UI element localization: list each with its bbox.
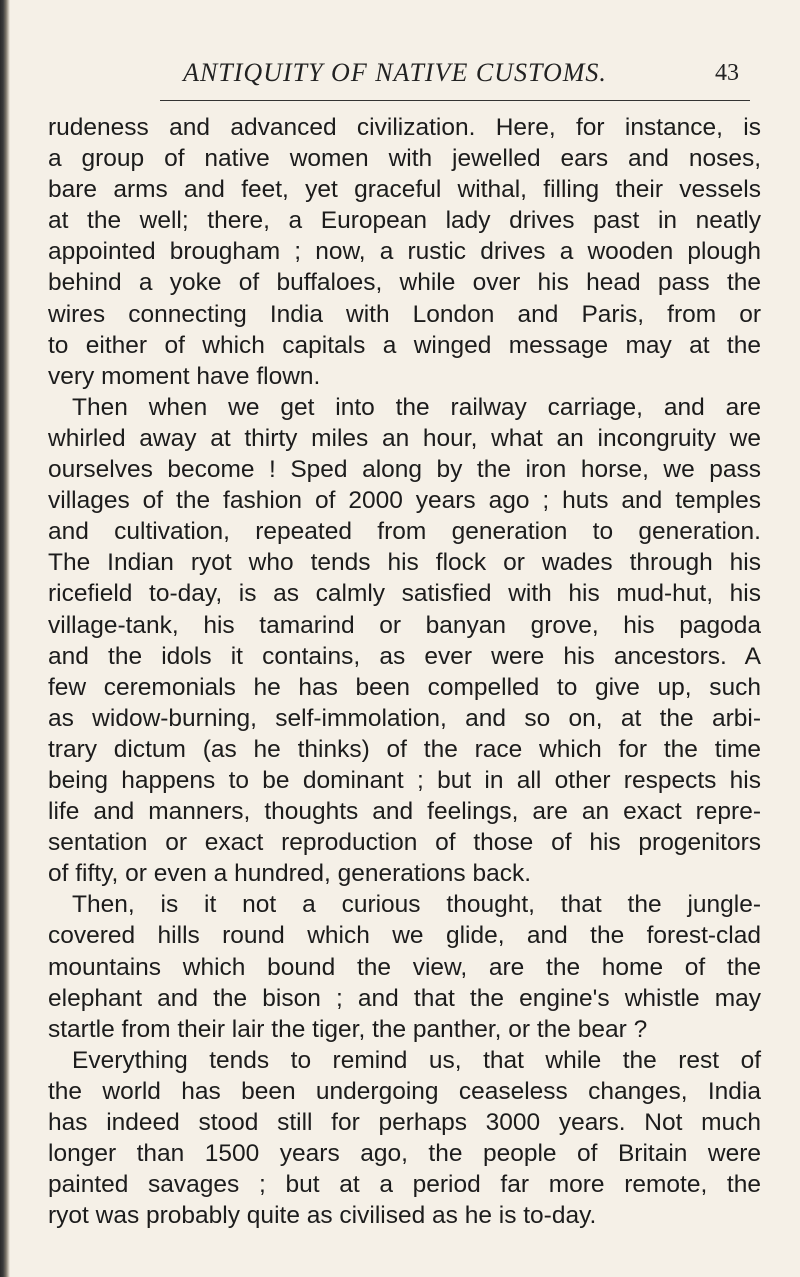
text-line: bare arms and feet, yet graceful withal, filling their vessels xyxy=(48,176,761,204)
text-line: ricefield to-day, is as calmly satisfied with his mud-hut, his xyxy=(48,580,761,608)
text-line: and cultivation, repeated from generation to generation. xyxy=(48,518,761,546)
text-line: as widow-burning, self-immolation, and so on, at the arbi- xyxy=(48,704,761,732)
book-binding-edge xyxy=(0,0,10,1277)
text-line: of fifty, or even a hundred, generations back. xyxy=(48,860,532,888)
text-line: village-tank, his tamarind or banyan grove, his pagoda xyxy=(48,611,761,639)
body-text xyxy=(48,112,761,1231)
text-line: mountains which bound the view, are the home of the xyxy=(48,953,761,981)
text-line: few ceremonials he has been compelled to give up, such xyxy=(48,673,761,701)
text-line: trary dictum (as he thinks) of the race which for the time xyxy=(48,735,761,763)
text-line: Then, is it not a curious thought, that the jungle- xyxy=(72,891,761,919)
text-line: The Indian ryot who tends his flock or wades through his xyxy=(48,549,761,577)
text-line: appointed brougham ; now, a rustic drives a wooden plough xyxy=(48,238,761,266)
text-line: villages of the fashion of 2000 years ago ; huts and temples xyxy=(48,487,761,515)
text-line: being happens to be dominant ; but in all other respects his xyxy=(48,766,761,794)
text-line: the world has been undergoing ceaseless changes, India xyxy=(48,1077,761,1105)
text-line: longer than 1500 years ago, the people of Britain were xyxy=(48,1140,761,1168)
text-line: rudeness and advanced civilization. Here, for instance, is xyxy=(48,114,761,141)
text-line: and the idols it contains, as ever were his ancestors. A xyxy=(48,642,761,670)
text-line: Then when we get into the railway carriage, and are xyxy=(72,393,761,421)
text-line: elephant and the bison ; and that the engine's whistle may xyxy=(48,984,761,1012)
text-line: Everything tends to remind us, that while the rest of xyxy=(72,1046,761,1074)
text-line: ryot was probably quite as civilised as he is to-day. xyxy=(48,1202,597,1230)
text-line: very moment have flown. xyxy=(48,362,321,390)
running-title: ANTIQUITY OF NATIVE CUSTOMS. xyxy=(183,58,607,87)
text-line: painted savages ; but at a period far more remote, the xyxy=(48,1171,761,1199)
text-line: at the well; there, a European lady drives past in neatly xyxy=(48,207,761,235)
text-line: life and manners, thoughts and feelings, are an exact repre- xyxy=(48,798,761,826)
text-line: whirled away at thirty miles an hour, what an incongruity we xyxy=(48,424,761,452)
header-rule xyxy=(160,100,750,101)
text-line: startle from their lair the tiger, the panther, or the bear ? xyxy=(48,1015,648,1043)
text-line: a group of native women with jewelled ears and noses, xyxy=(48,145,761,173)
text-line: covered hills round which we glide, and the forest-clad xyxy=(48,922,761,950)
text-line: to either of which capitals a winged message may at the xyxy=(48,331,761,359)
text-line: wires connecting India with London and Paris, from or xyxy=(48,300,761,328)
text-line: behind a yoke of buffaloes, while over his head pass the xyxy=(48,269,761,297)
text-line: sentation or exact reproduction of those of his progenitors xyxy=(48,829,761,857)
page-number: 43 xyxy=(715,60,739,86)
text-line: ourselves become ! Sped along by the iron horse, we pass xyxy=(48,456,761,484)
text-line: has indeed stood still for perhaps 3000 years. Not much xyxy=(48,1109,761,1136)
